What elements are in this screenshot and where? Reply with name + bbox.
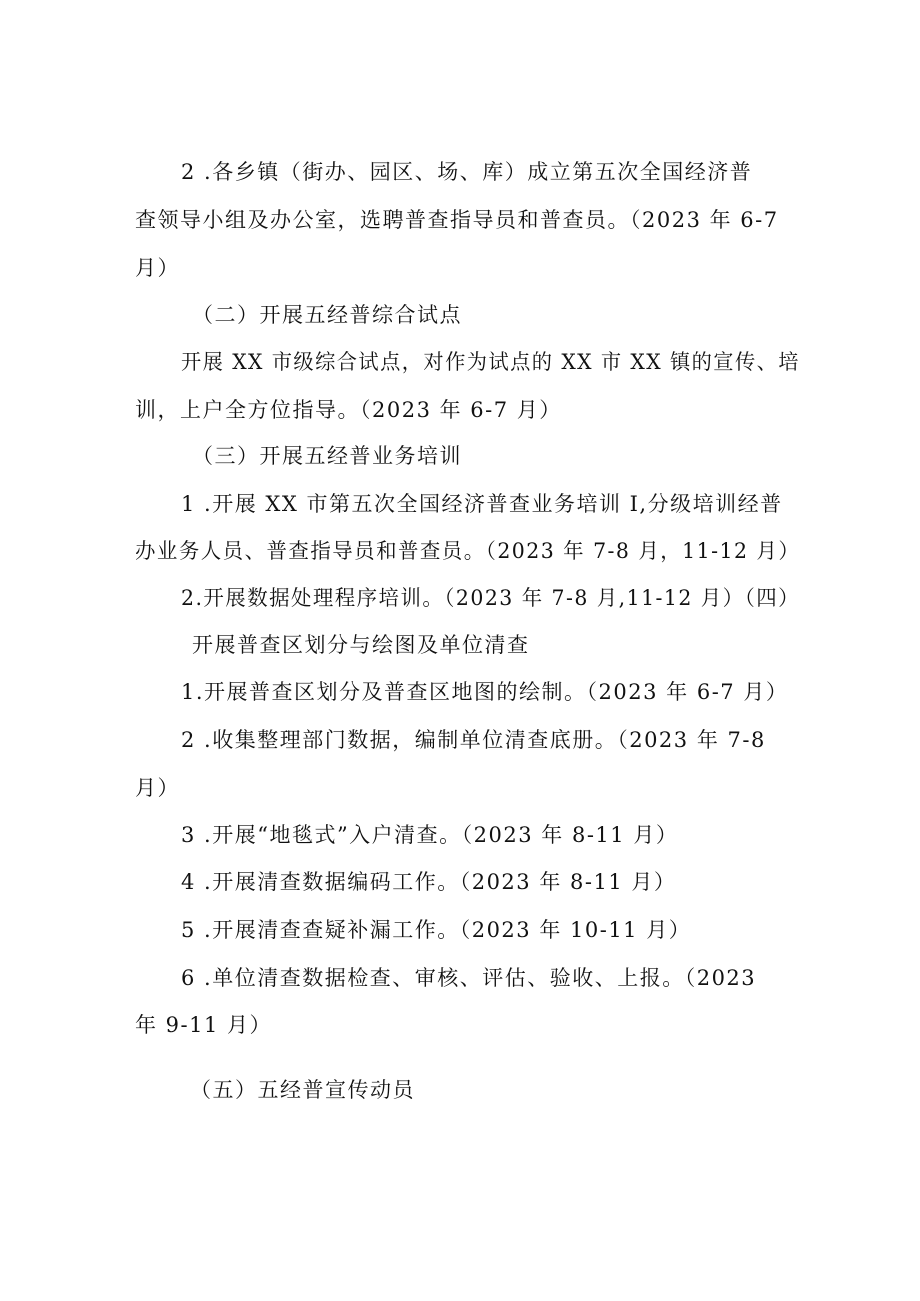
text-line: 1.开展普查区划分及普查区地图的绘制。（2023 年 6-7 月） bbox=[181, 680, 789, 704]
section-heading: 开展普查区划分与绘图及单位清查 bbox=[192, 633, 530, 657]
section-heading: （五）五经普宣传动员 bbox=[190, 1078, 415, 1102]
text-line: 办业务人员、普查指导员和普查员。（2023 年 7-8 月，11-12 月） bbox=[135, 539, 801, 563]
text-line: 2 .各乡镇（街办、园区、场、库）成立第五次全国经济普 bbox=[181, 160, 753, 184]
text-line: 1 .开展 XX 市第五次全国经济普查业务培训 I,分级培训经普 bbox=[181, 492, 783, 516]
text-line: 训，上户全方位指导。（2023 年 6-7 月） bbox=[135, 398, 562, 422]
text-line: 5 .开展清查查疑补漏工作。（2023 年 10-11 月） bbox=[181, 918, 692, 942]
text-line: 4 .开展清查数据编码工作。（2023 年 8-11 月） bbox=[181, 870, 677, 894]
text-line: 查领导小组及办公室，选聘普查指导员和普查员。（2023 年 6-7 bbox=[135, 208, 779, 232]
section-heading: （三）开展五经普业务培训 bbox=[192, 444, 462, 468]
text-line: 2.开展数据处理程序培训。（2023 年 7-8 月,11-12 月）（四） bbox=[181, 586, 801, 610]
text-line: 年 9-11 月） bbox=[135, 1013, 273, 1037]
text-line: 月） bbox=[135, 776, 180, 800]
text-line: 月） bbox=[135, 256, 180, 280]
text-line: 3 .开展“地毯式”入户清查。（2023 年 8-11 月） bbox=[181, 823, 679, 847]
text-line: 开展 XX 市级综合试点，对作为试点的 XX 市 XX 镇的宣传、培 bbox=[181, 350, 800, 374]
text-line: 2 .收集整理部门数据，编制单位清查底册。（2023 年 7-8 bbox=[181, 728, 766, 752]
section-heading: （二）开展五经普综合试点 bbox=[192, 303, 462, 327]
text-line: 6 .单位清查数据检查、审核、评估、验收、上报。（2023 bbox=[181, 966, 757, 990]
